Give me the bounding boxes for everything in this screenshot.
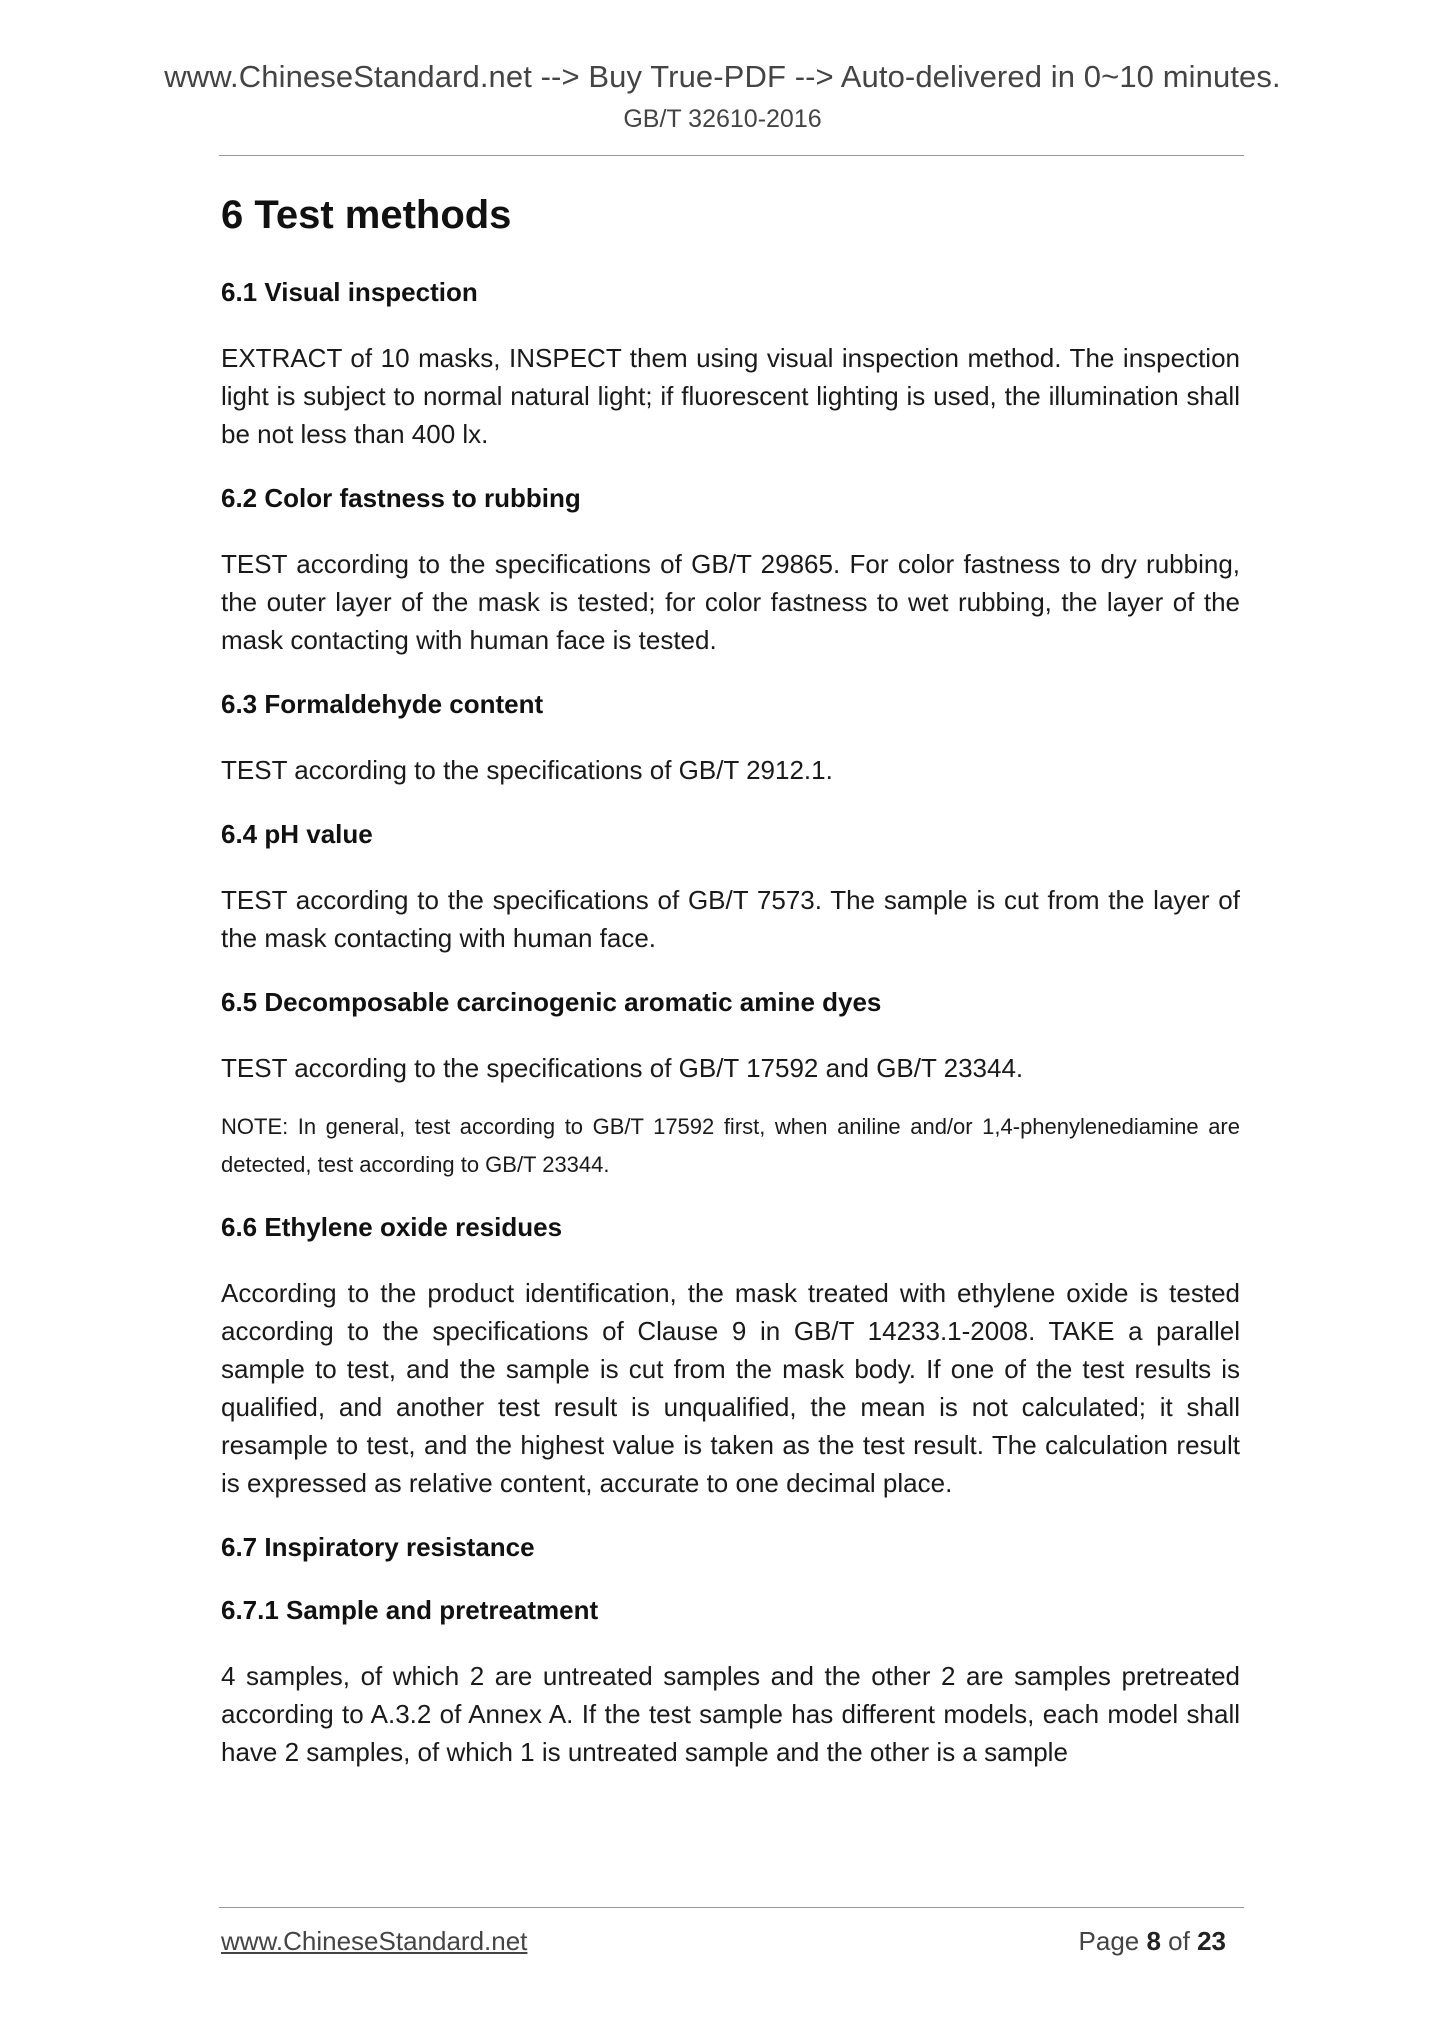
heading-6-7-1: 6.7.1 Sample and pretreatment <box>221 1595 599 1625</box>
paragraph-6-7-1: 4 samples, of which 2 are untreated samples and the other 2 are samples pretreated according to A.3.2 of Annex A. If the test sample has different models, each model shall have 2 samples, of which 1 is untreated sample and the other is a sample <box>221 1661 1240 1767</box>
standard-code: GB/T 32610-2016 <box>623 105 822 133</box>
heading-6-5: 6.5 Decomposable carcinogenic aromatic amine dyes <box>221 987 882 1017</box>
paragraph-6-5: TEST according to the specifications of GB/T 17592 and GB/T 23344. <box>221 1053 1024 1083</box>
heading-6-2: 6.2 Color fastness to rubbing <box>221 483 581 513</box>
footer-site-link[interactable]: www.ChineseStandard.net <box>221 1926 528 1956</box>
paragraph-6-6: According to the product identification, the mask treated with ethylene oxide is tested according to the specifications of Clause 9 in GB/T 14233.1-2008. TAKE a parallel sample to test, and the sample is cut from the mask body. If one of the test results is qualified, and another test result is unqualified, the mean is not calculated; it shall resample to test, and the highest value is taken as the test result. The calculation result is expressed as relative content, accurate to one decimal place. <box>221 1278 1240 1498</box>
footer-divider <box>219 1907 1244 1908</box>
document-body <box>221 190 1240 1800</box>
page-current: 8 <box>1146 1926 1161 1956</box>
paragraph-6-4: TEST according to the specifications of GB/T 7573. The sample is cut from the layer of the mask contacting with human face. <box>221 885 1240 953</box>
page-of: of <box>1160 1926 1198 1956</box>
heading-6-1: 6.1 Visual inspection <box>221 277 478 307</box>
heading-6-3: 6.3 Formaldehyde content <box>221 689 544 719</box>
heading-6-7: 6.7 Inspiratory resistance <box>221 1532 535 1562</box>
page-header <box>0 58 1445 134</box>
page-indicator <box>1079 1925 1226 1957</box>
page-prefix: Page <box>1078 1926 1147 1956</box>
paragraph-6-3: TEST according to the specifications of GB/T 2912.1. <box>221 755 833 785</box>
note-6-5: NOTE: In general, test according to GB/T 17592 first, when aniline and/or 1,4-phenylenediamine are detected, test according to GB/T 23344. <box>221 1114 1240 1177</box>
page-total: 23 <box>1197 1926 1226 1956</box>
header-banner: www.ChineseStandard.net --> Buy True-PDF --> Auto-delivered in 0~10 minutes. <box>164 59 1281 94</box>
paragraph-6-1: EXTRACT of 10 masks, INSPECT them using visual inspection method. The inspection light is subject to normal natural light; if fluorescent lighting is used, the illumination shall be not less than 400 lx. <box>221 343 1240 449</box>
header-divider <box>219 155 1244 156</box>
section-title: 6 Test methods <box>221 193 512 237</box>
heading-6-6: 6.6 Ethylene oxide residues <box>221 1212 563 1242</box>
heading-6-4: 6.4 pH value <box>221 819 373 849</box>
paragraph-6-2: TEST according to the specifications of GB/T 29865. For color fastness to dry rubbing, the outer layer of the mask is tested; for color fastness to wet rubbing, the layer of the mask contacting with human face is tested. <box>221 549 1240 655</box>
